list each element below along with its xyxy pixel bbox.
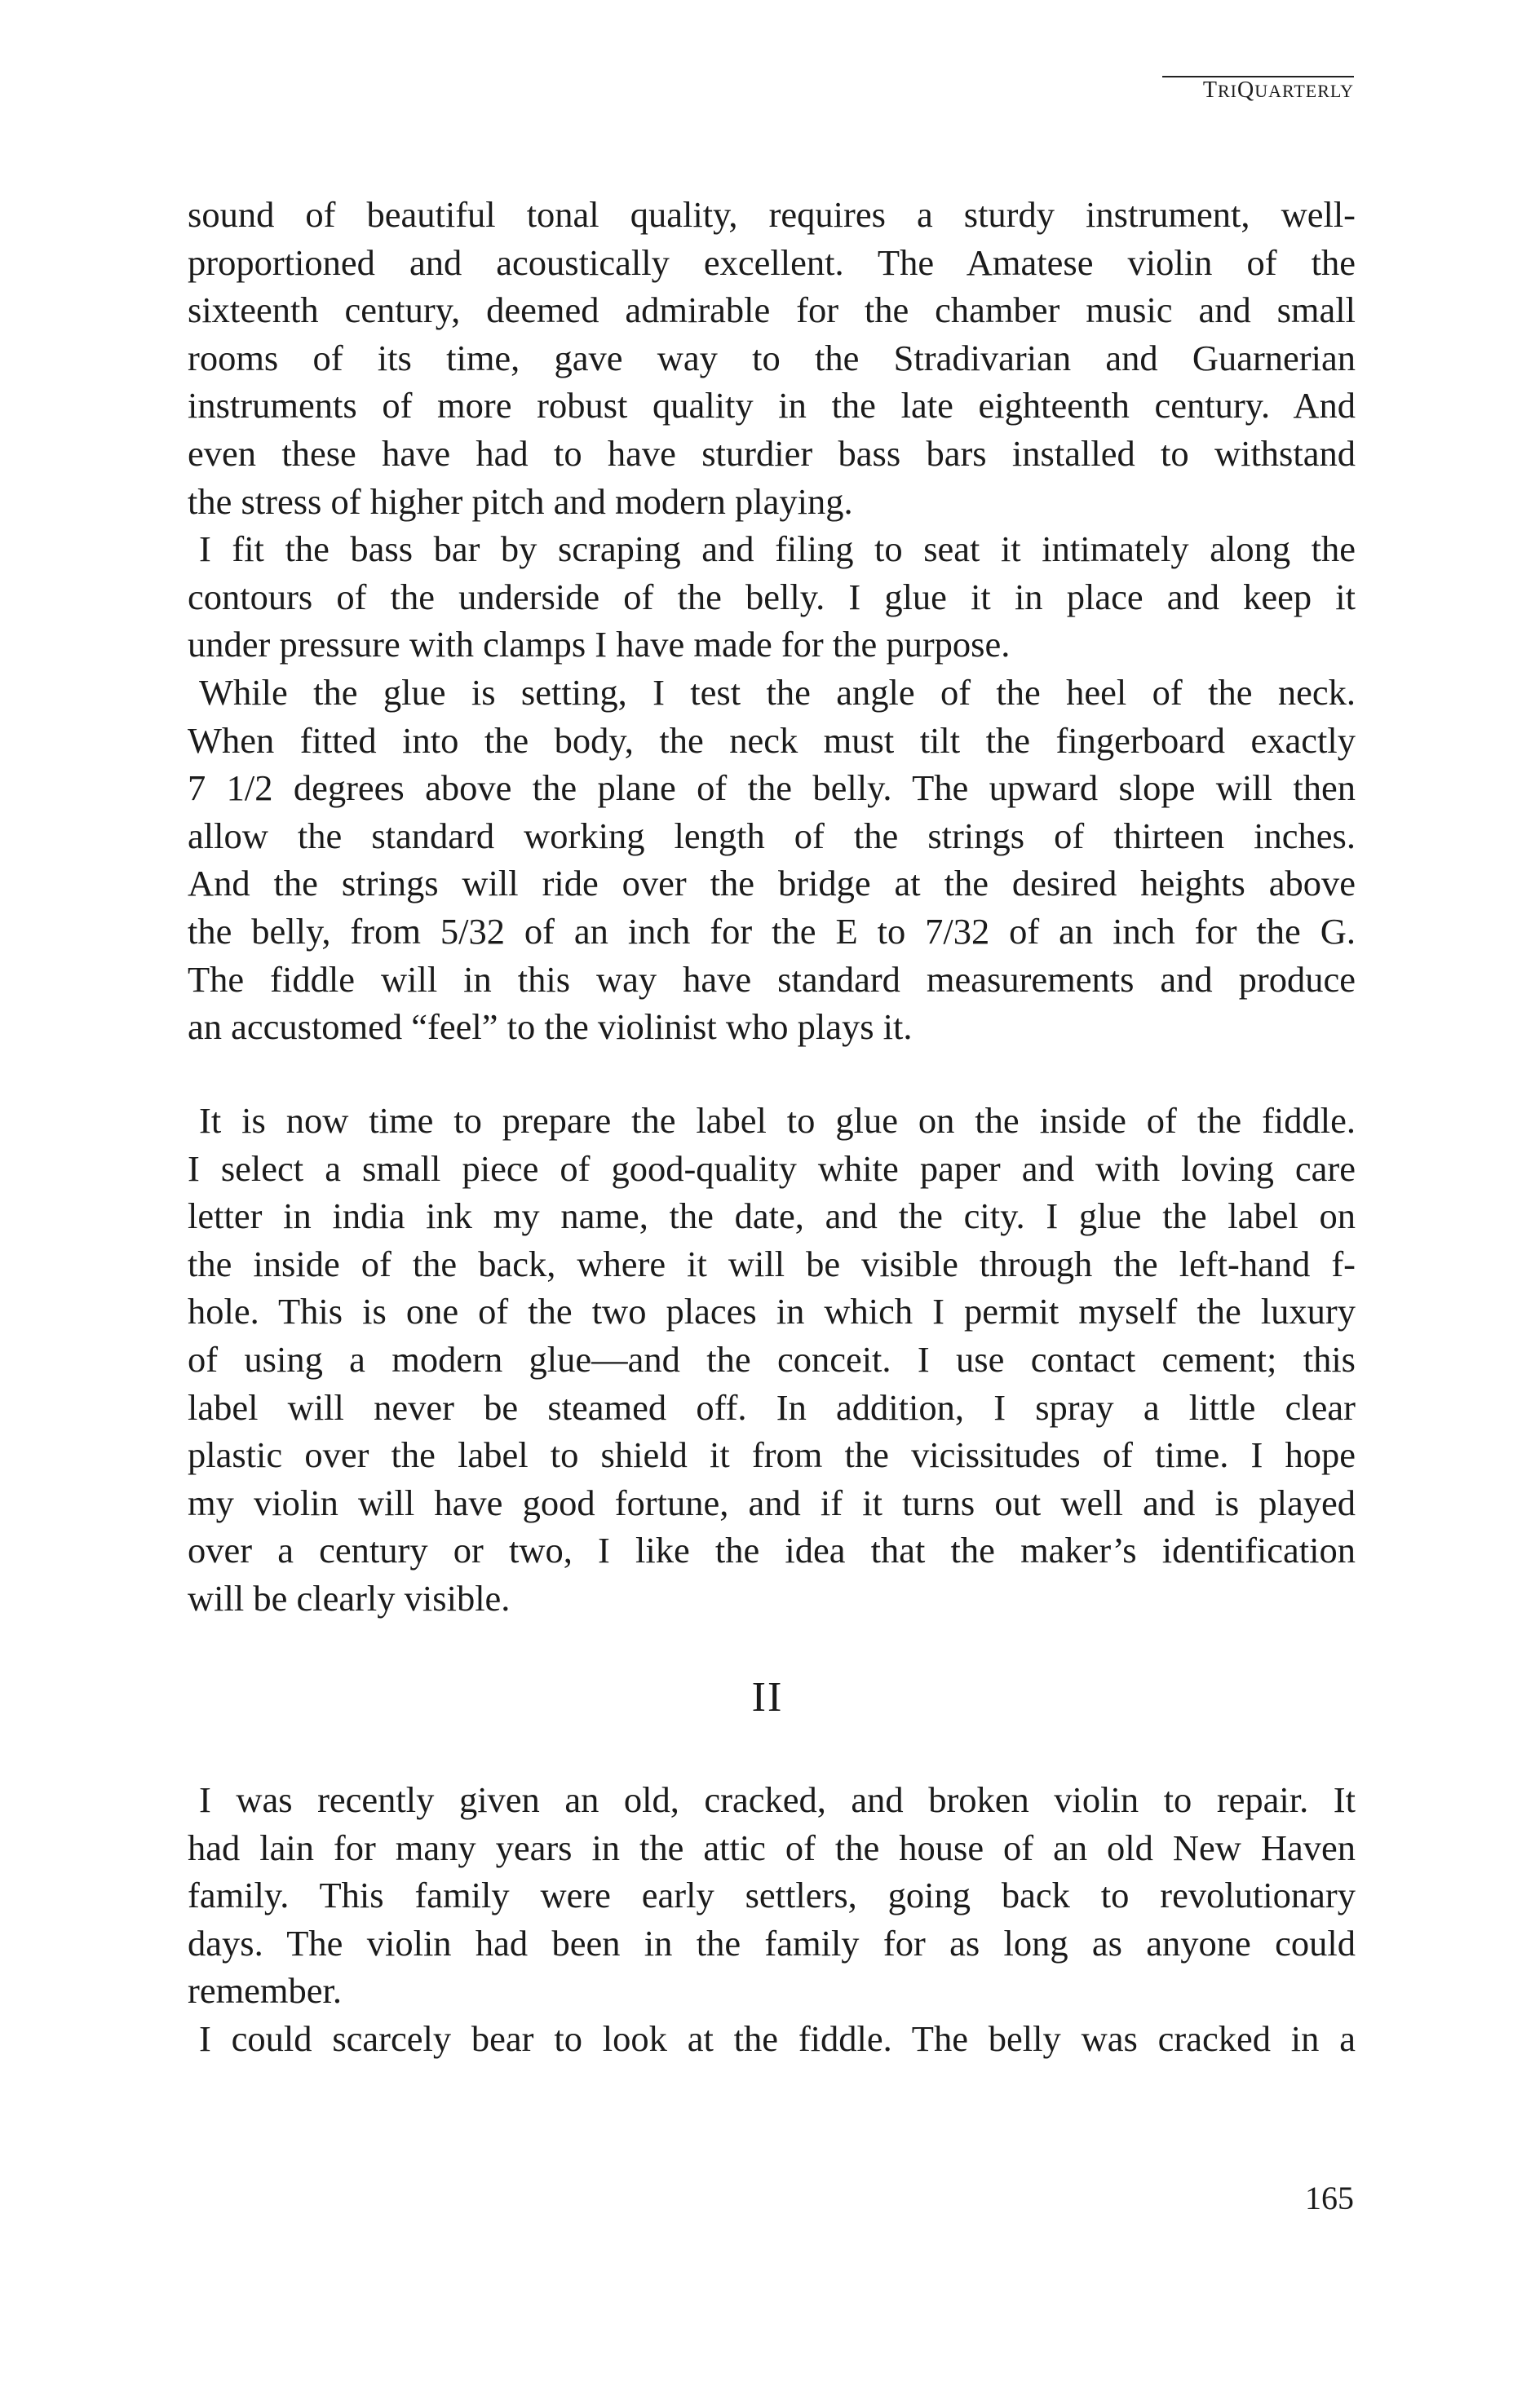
text-line: days. The violin had been in the family for as long as anyone could (188, 1922, 1356, 1964)
text-line: of using a modern glue—and the conceit. I use contact cement; this (188, 1338, 1356, 1380)
text-line: While the glue is setting, I test the angle of the heel of the neck. (199, 671, 1356, 713)
text-block-1 (188, 191, 1356, 1051)
text-line: I was recently given an old, cracked, and broken violin to repair. It (199, 1779, 1356, 1820)
section-numeral: II (751, 1674, 784, 1721)
text-line: When fitted into the body, the neck must tilt the fingerboard exactly (188, 719, 1356, 761)
text-line: label will never be steamed off. In addition, I spray a little clear (188, 1386, 1356, 1428)
text-line: sixteenth century, deemed admirable for the chamber music and small (188, 289, 1356, 331)
text-line: remember. (188, 1970, 343, 2012)
text-line: my violin will have good fortune, and if it turns out well and is played (188, 1482, 1356, 1523)
text-line: I fit the bass bar by scraping and filing to seat it intimately along the (199, 528, 1356, 570)
text-block-3 (188, 1776, 1356, 2063)
text-line: an accustomed “feel” to the violinist who plays it. (188, 1006, 913, 1048)
text-line: allow the standard working length of the strings of thirteen inches. (188, 815, 1356, 856)
text-line: the stress of higher pitch and modern playing. (188, 480, 853, 522)
text-line: 7 1/2 degrees above the plane of the belly. The upward slope will then (188, 767, 1356, 809)
text-block-2 (188, 1097, 1356, 1623)
text-line: The fiddle will in this way have standard measurements and produce (188, 958, 1356, 1000)
text-line: over a century or two, I like the idea that the maker’s identification (188, 1530, 1356, 1571)
text-line: will be clearly visible. (188, 1577, 511, 1619)
text-line: the belly, from 5/32 of an inch for the E to 7/32 of an inch for the G. (188, 910, 1356, 952)
text-line: under pressure with clamps I have made for the purpose. (188, 624, 1011, 665)
text-line: And the strings will ride over the bridge at the desired heights above (188, 863, 1356, 904)
text-line: I could scarcely bear to look at the fiddle. The belly was cracked in a (199, 2017, 1356, 2059)
text-line: the inside of the back, where it will be visible through the left-hand f- (188, 1243, 1356, 1284)
text-line: plastic over the label to shield it from the vicissitudes of time. I hope (188, 1434, 1356, 1476)
page-number: 165 (1305, 2180, 1354, 2216)
text-line: I select a small piece of good-quality white paper and with loving care (188, 1147, 1356, 1189)
text-line: contours of the underside of the belly. I glue it in place and keep it (188, 576, 1356, 617)
text-line: letter in india ink my name, the date, and the city. I glue the label on (188, 1195, 1356, 1237)
text-line: even these have had to have sturdier bass bars installed to withstand (188, 432, 1356, 474)
text-line: instruments of more robust quality in the late eighteenth century. And (188, 385, 1356, 426)
text-line: had lain for many years in the attic of the house of an old New Haven (188, 1827, 1356, 1868)
text-line: proportioned and acoustically excellent. The Amatese violin of the (188, 241, 1356, 283)
text-line: sound of beautiful tonal quality, requires a sturdy instrument, well- (188, 194, 1356, 235)
text-line: It is now time to prepare the label to glue on the inside of the fiddle. (199, 1100, 1356, 1141)
text-line: family. This family were early settlers, going back to revolutionary (188, 1875, 1356, 1916)
text-line: rooms of its time, gave way to the Stradivarian and Guarnerian (188, 337, 1356, 378)
running-head: TRIQUARTERLY (1202, 77, 1354, 103)
text-line: hole. This is one of the two places in which I permit myself the luxury (188, 1291, 1356, 1332)
